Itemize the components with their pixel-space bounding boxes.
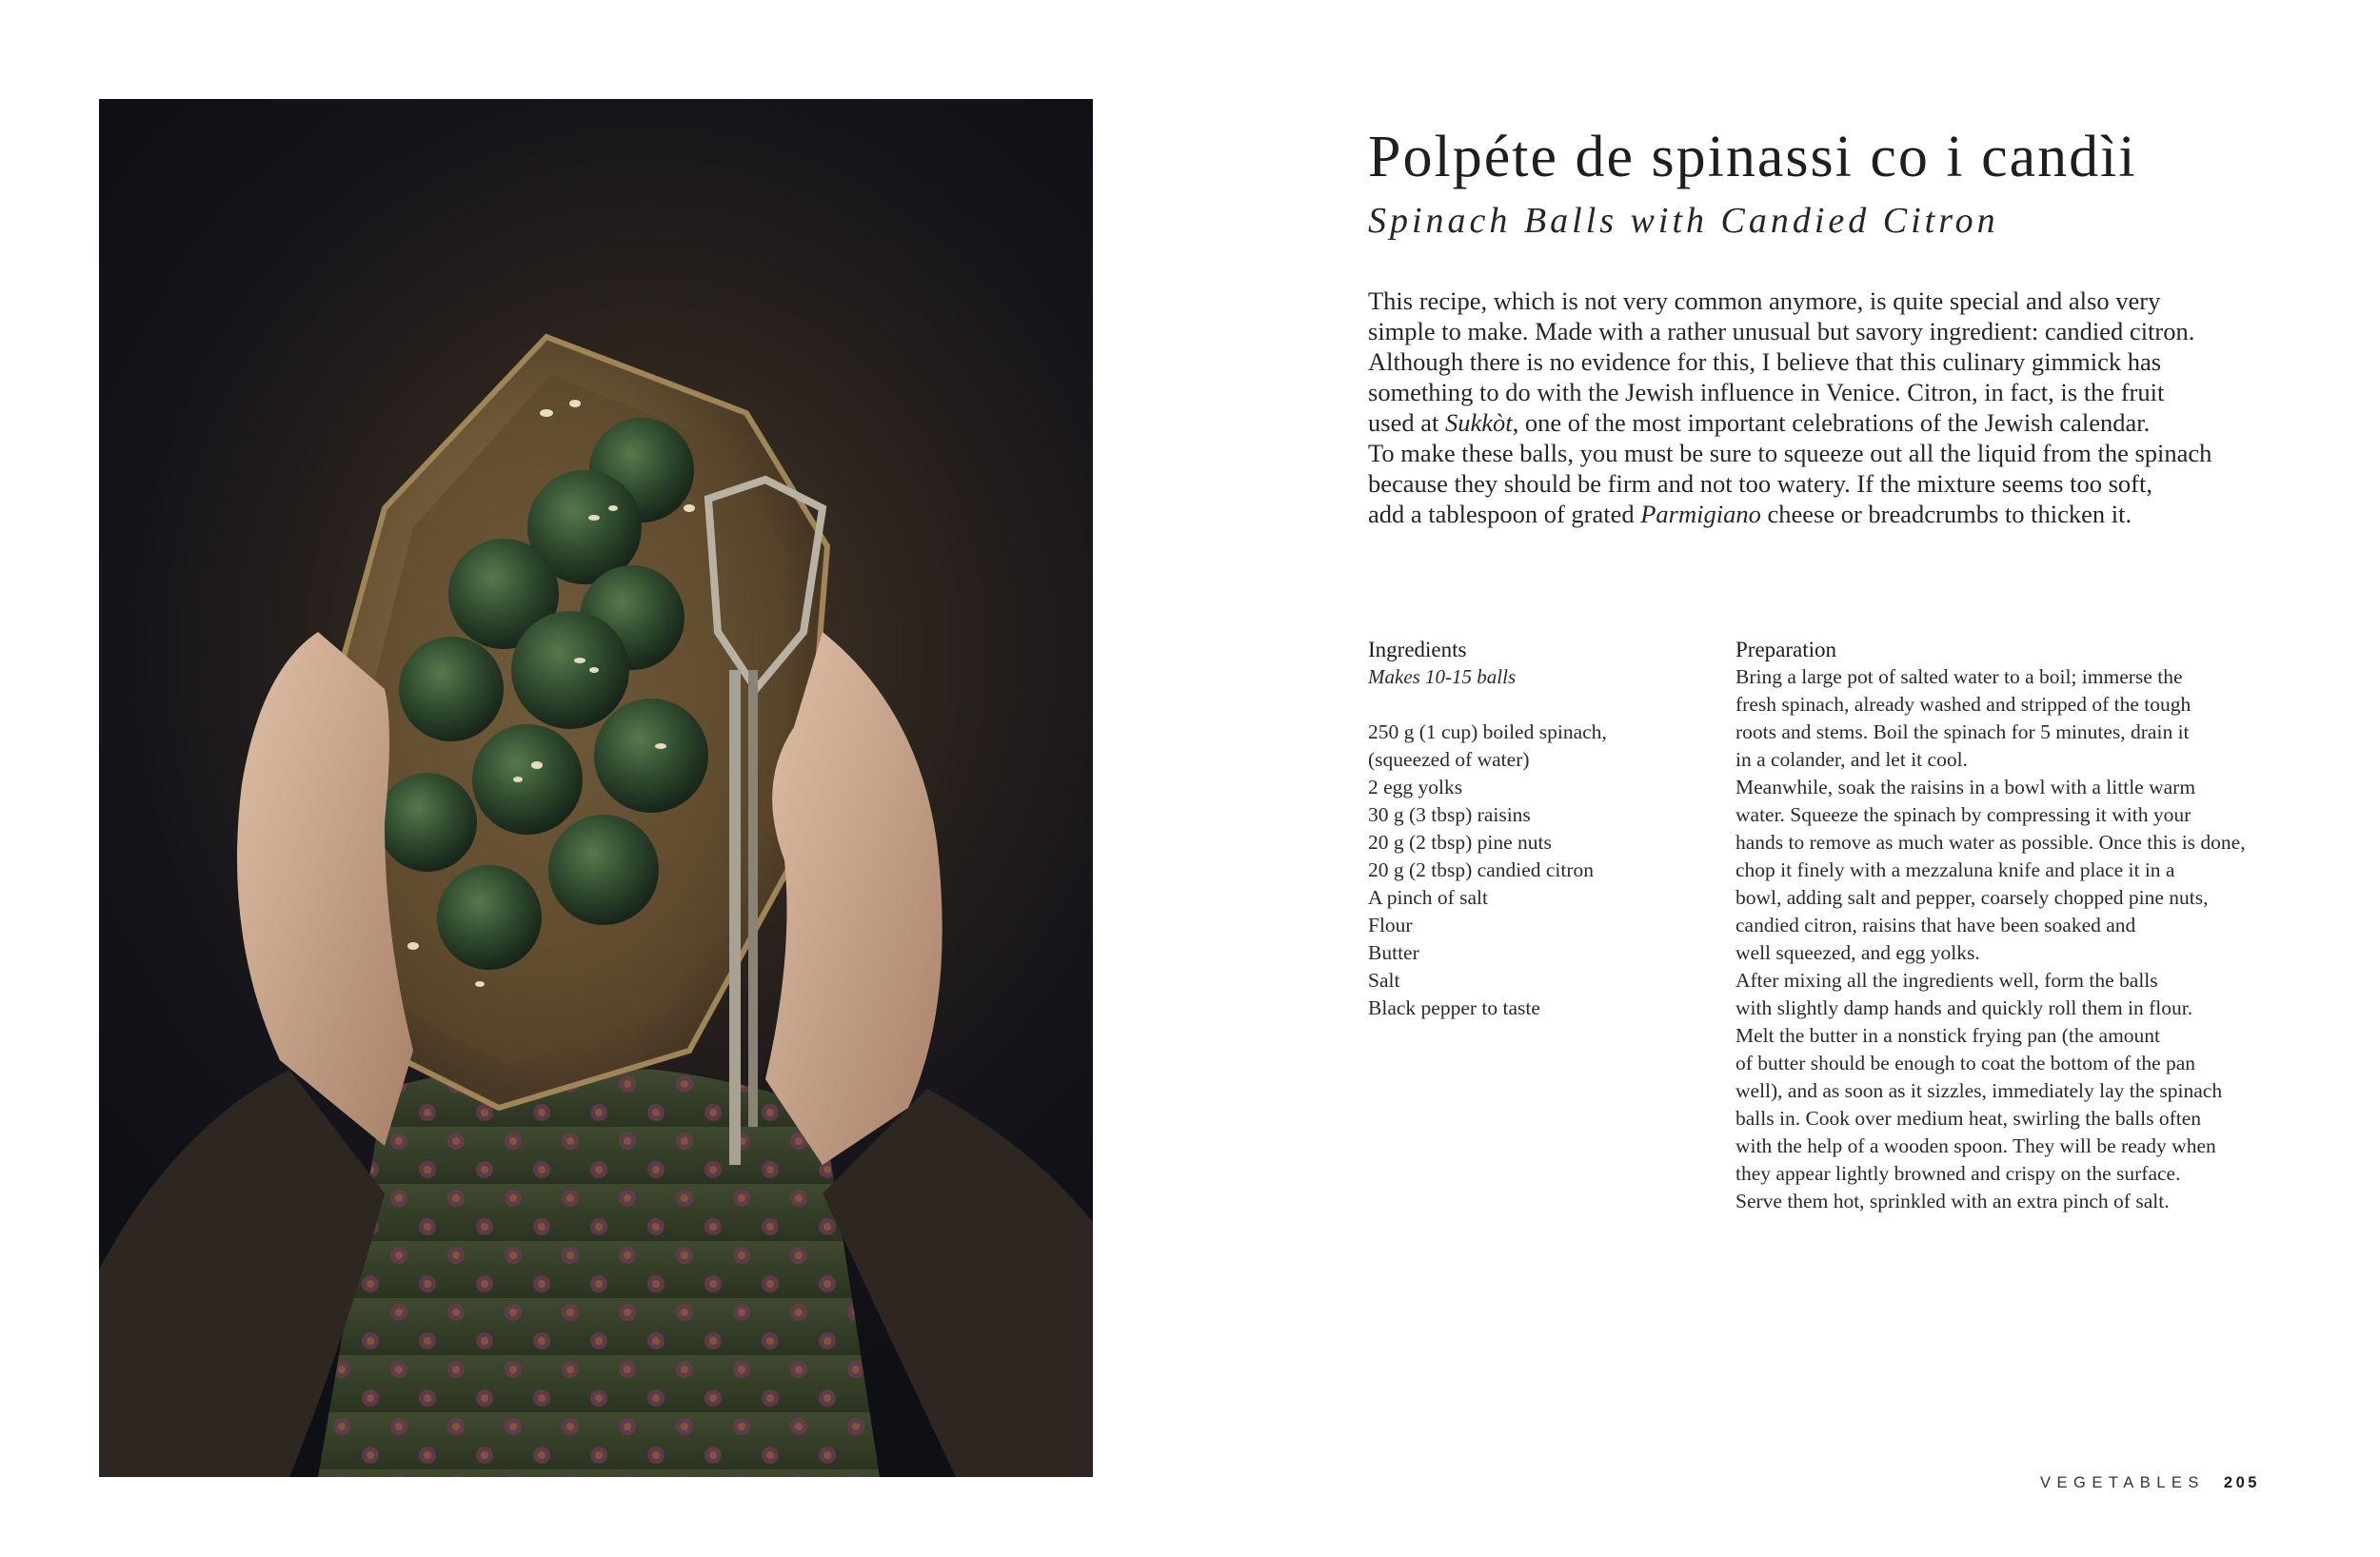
intro-line: [1368, 438, 2282, 468]
intro-line: [1368, 377, 2282, 407]
ingredient-item: (squeezed of water): [1368, 748, 1530, 771]
preparation-line: Bring a large pot of salted water to a boil; immerse the: [1735, 665, 2183, 688]
page-number: 205: [2223, 1474, 2260, 1491]
preparation-line: well), and as soon as it sizzles, immediately lay the spinach: [1735, 1079, 2223, 1102]
intro-line: [1368, 407, 2282, 438]
intro-text: because they should be firm and not too watery. If the mixture seems too soft,: [1368, 469, 2152, 498]
recipe-subtitle: Spinach Balls with Candied Citron: [1368, 201, 1999, 241]
ingredients-list: [1368, 719, 1711, 1022]
intro-emphasis: Sukkòt: [1444, 408, 1513, 437]
preparation-line: of butter should be enough to coat the bottom of the pan: [1735, 1052, 2196, 1074]
recipe-photo: [99, 99, 1093, 1477]
intro-line: [1368, 316, 2282, 346]
ingredient-item: Butter: [1368, 941, 1419, 964]
ingredient-item: A pinch of salt: [1368, 886, 1488, 909]
ingredients-heading: Ingredients: [1368, 638, 1467, 661]
intro-text: This recipe, which is not very common anymore, is quite special and also very: [1368, 286, 2161, 315]
intro-text: , one of the most important celebrations of the Jewish calendar.: [1512, 408, 2151, 437]
ingredient-item: Black pepper to taste: [1368, 996, 1540, 1019]
ingredient-item: Flour: [1368, 914, 1413, 936]
preparation-line: candied citron, raisins that have been soaked and: [1735, 914, 2136, 936]
preparation-line: in a colander, and let it cool.: [1735, 748, 1968, 771]
left-hand: [237, 632, 413, 1146]
preparation-line: Meanwhile, soak the raisins in a bowl with a little warm: [1735, 776, 2196, 798]
intro-text: Although there is no evidence for this, I believe that this culinary gimmick has: [1368, 347, 2162, 376]
ingredient-item: Salt: [1368, 969, 1400, 992]
preparation-column: [1735, 636, 2288, 1215]
intro-text: something to do with the Jewish influence in Venice. Citron, in fact, is the fruit: [1368, 378, 2165, 406]
intro-text: used at: [1368, 408, 1445, 437]
intro-paragraph: [1368, 286, 2282, 529]
preparation-line: Melt the butter in a nonstick frying pan (the amount: [1735, 1024, 2161, 1047]
ingredient-item: 2 egg yolks: [1368, 776, 1463, 798]
preparation-line: After mixing all the ingredients well, form the balls: [1735, 969, 2158, 992]
intro-emphasis: Parmigiano: [1640, 500, 1761, 528]
preparation-line: Serve them hot, sprinkled with an extra pinch of salt.: [1735, 1190, 2170, 1212]
dress-shape: [318, 1064, 880, 1477]
intro-text: add a tablespoon of grated: [1368, 500, 1641, 528]
ingredients-column: [1368, 636, 1711, 1022]
intro-line: [1368, 499, 2282, 529]
preparation-line: roots and stems. Boil the spinach for 5 minutes, drain it: [1735, 720, 2190, 743]
intro-line: [1368, 286, 2282, 316]
ingredient-item: 250 g (1 cup) boiled spinach,: [1368, 720, 1607, 743]
intro-text: simple to make. Made with a rather unusual but savory ingredient: candied citron.: [1368, 317, 2195, 345]
preparation-line: fresh spinach, already washed and stripped of the tough: [1735, 693, 2192, 716]
preparation-line: with the help of a wooden spoon. They will be ready when: [1735, 1134, 2216, 1157]
preparation-line: with slightly damp hands and quickly roll them in flour.: [1735, 996, 2193, 1019]
preparation-line: water. Squeeze the spinach by compressing it with your: [1735, 803, 2192, 826]
recipe-title: Polpéte de spinassi co i candìi: [1368, 125, 2137, 189]
photo-illustration: [99, 99, 1093, 1477]
preparation-line: bowl, adding salt and pepper, coarsely chopped pine nuts,: [1735, 886, 2209, 909]
preparation-heading: Preparation: [1735, 638, 1837, 661]
preparation-line: they appear lightly browned and crispy on the surface.: [1735, 1162, 2181, 1185]
page-footer: [2040, 1474, 2280, 1492]
preparation-line: well squeezed, and egg yolks.: [1735, 941, 1980, 964]
ingredient-item: 20 g (2 tbsp) candied citron: [1368, 858, 1595, 881]
intro-line: [1368, 468, 2282, 499]
preparation-text: [1735, 663, 2288, 1215]
section-label: VEGETABLES: [2040, 1474, 2205, 1491]
preparation-line: chop it finely with a mezzaluna knife and place it in a: [1735, 858, 2175, 881]
preparation-line: balls in. Cook over medium heat, swirling the balls often: [1735, 1107, 2202, 1130]
yield-note: Makes 10-15 balls: [1368, 665, 1517, 688]
ingredient-item: 20 g (2 tbsp) pine nuts: [1368, 831, 1552, 854]
ingredient-item: 30 g (3 tbsp) raisins: [1368, 803, 1531, 826]
intro-text: To make these balls, you must be sure to squeeze out all the liquid from the spinach: [1368, 439, 2212, 467]
preparation-line: hands to remove as much water as possible. Once this is done,: [1735, 831, 2246, 854]
intro-line: [1368, 346, 2282, 377]
intro-text: cheese or breadcrumbs to thicken it.: [1760, 500, 2132, 528]
